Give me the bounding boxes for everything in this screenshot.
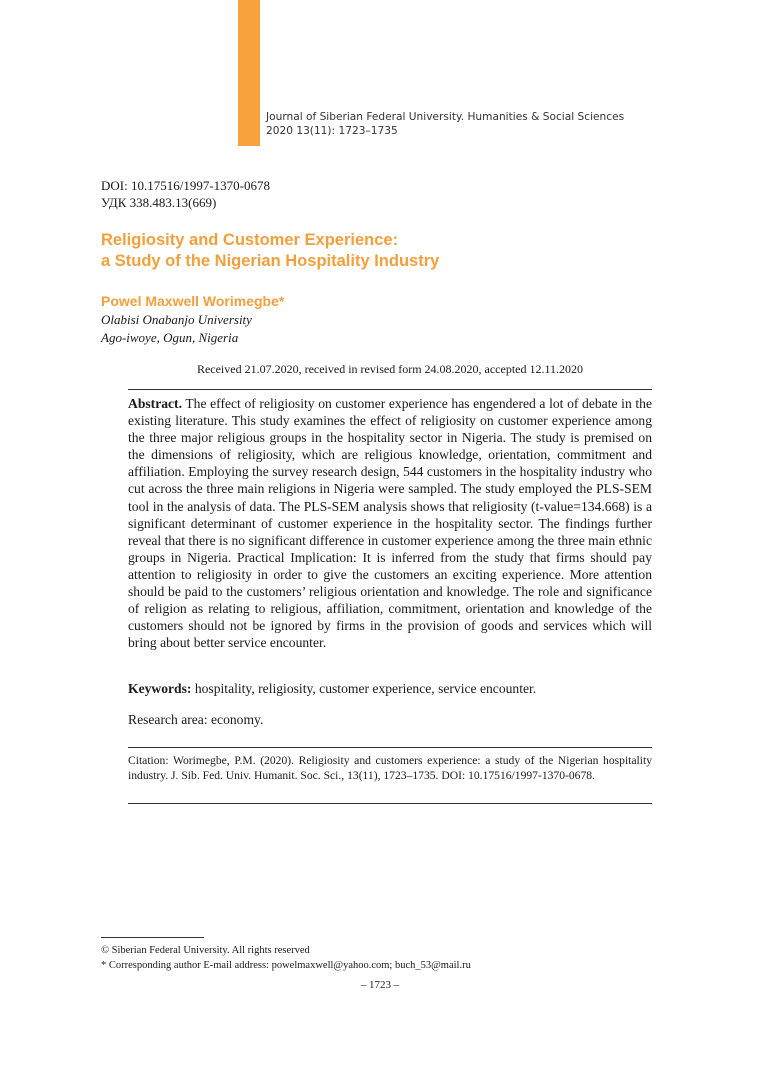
identifiers [101, 177, 270, 211]
citation-bottom-rule [128, 803, 652, 804]
keywords-text: hospitality, religiosity, customer experience, service encounter. [191, 681, 537, 696]
author-affiliation [101, 311, 252, 346]
abstract-text: The effect of religiosity on customer experience has engendered a lot of debate in the existing literature. This study examines the effect of religiosity on customer experience among the three major religious groups in the hospitality sector in Nigeria. The study is premised on the dimensions of religiosity, which are religious knowledge, orientation, commitment and affiliation. Employing the survey research design, 544 customers in the hospitality industry who cut across the three main religions in Nigeria were sampled. The study employed the PLS-SEM tool in the analysis of data. The PLS-SEM analysis shows that religiosity (t-value=134.668) is a significant determinant of customer experience in the hospitality sector. The findings further reveal that there is no significant difference in customer experience among the three main ethnic groups in Nigeria. Practical Implication: It is inferred from the study that firms should pay attention to religiosity in order to give the customers an exciting experience. More attention should be paid to the customers’ religious orientation and knowledge. The role and significance of religion as relating to religious, affiliation, commitment, orientation and knowledge of the customers should not be ignored by firms in the provision of goods and services which will bring about better service encounter. [128, 396, 652, 651]
research-area: Research area: economy. [128, 712, 264, 727]
affiliation-institution: Olabisi Onabanjo University [101, 312, 252, 327]
citation-top-rule [128, 747, 652, 748]
abstract-label: Abstract. [128, 396, 182, 411]
page-number: – 1723 – [360, 979, 400, 991]
doi: DOI: 10.17516/1997-1370-0678 [101, 178, 270, 193]
copyright-note: © Siberian Federal University. All rights reserved [101, 945, 310, 956]
affiliation-location: Ago-iwoye, Ogun, Nigeria [101, 329, 239, 345]
abstract [128, 395, 652, 651]
citation: Citation: Worimegbe, P.M. (2020). Religiosity and customers experience: a study of the Nigerian hospitality industry. J. Sib. Fed. Univ. Humanit. Soc. Sci., 13(11), 1723–1735. DOI: 10.17516/1997-1370-0678. [128, 754, 652, 782]
keywords-label: Keywords: [128, 681, 192, 696]
journal-header [266, 110, 624, 138]
footnotes [101, 943, 471, 973]
title-line-1: Religiosity and Customer Experience: [101, 231, 399, 249]
author-name: Powel Maxwell Worimegbe* [101, 293, 285, 309]
journal-accent-bar [238, 0, 260, 146]
footnote-rule [101, 937, 204, 938]
journal-name: Journal of Siberian Federal University. Humanities & Social Sciences [266, 111, 625, 123]
journal-issue: 2020 13(11): 1723–1735 [266, 125, 398, 137]
article-title [101, 230, 661, 272]
keywords [128, 680, 652, 697]
received-dates: Received 21.07.2020, received in revised form 24.08.2020, accepted 12.11.2020 [196, 362, 584, 376]
title-line-2: a Study of the Nigerian Hospitality Industry [101, 252, 440, 270]
udk: УДК 338.483.13(669) [101, 195, 217, 210]
corresponding-author-note: * Corresponding author E-mail address: powelmaxwell@yahoo.com; buch_53@mail.ru [101, 960, 471, 971]
abstract-top-rule [128, 389, 652, 390]
